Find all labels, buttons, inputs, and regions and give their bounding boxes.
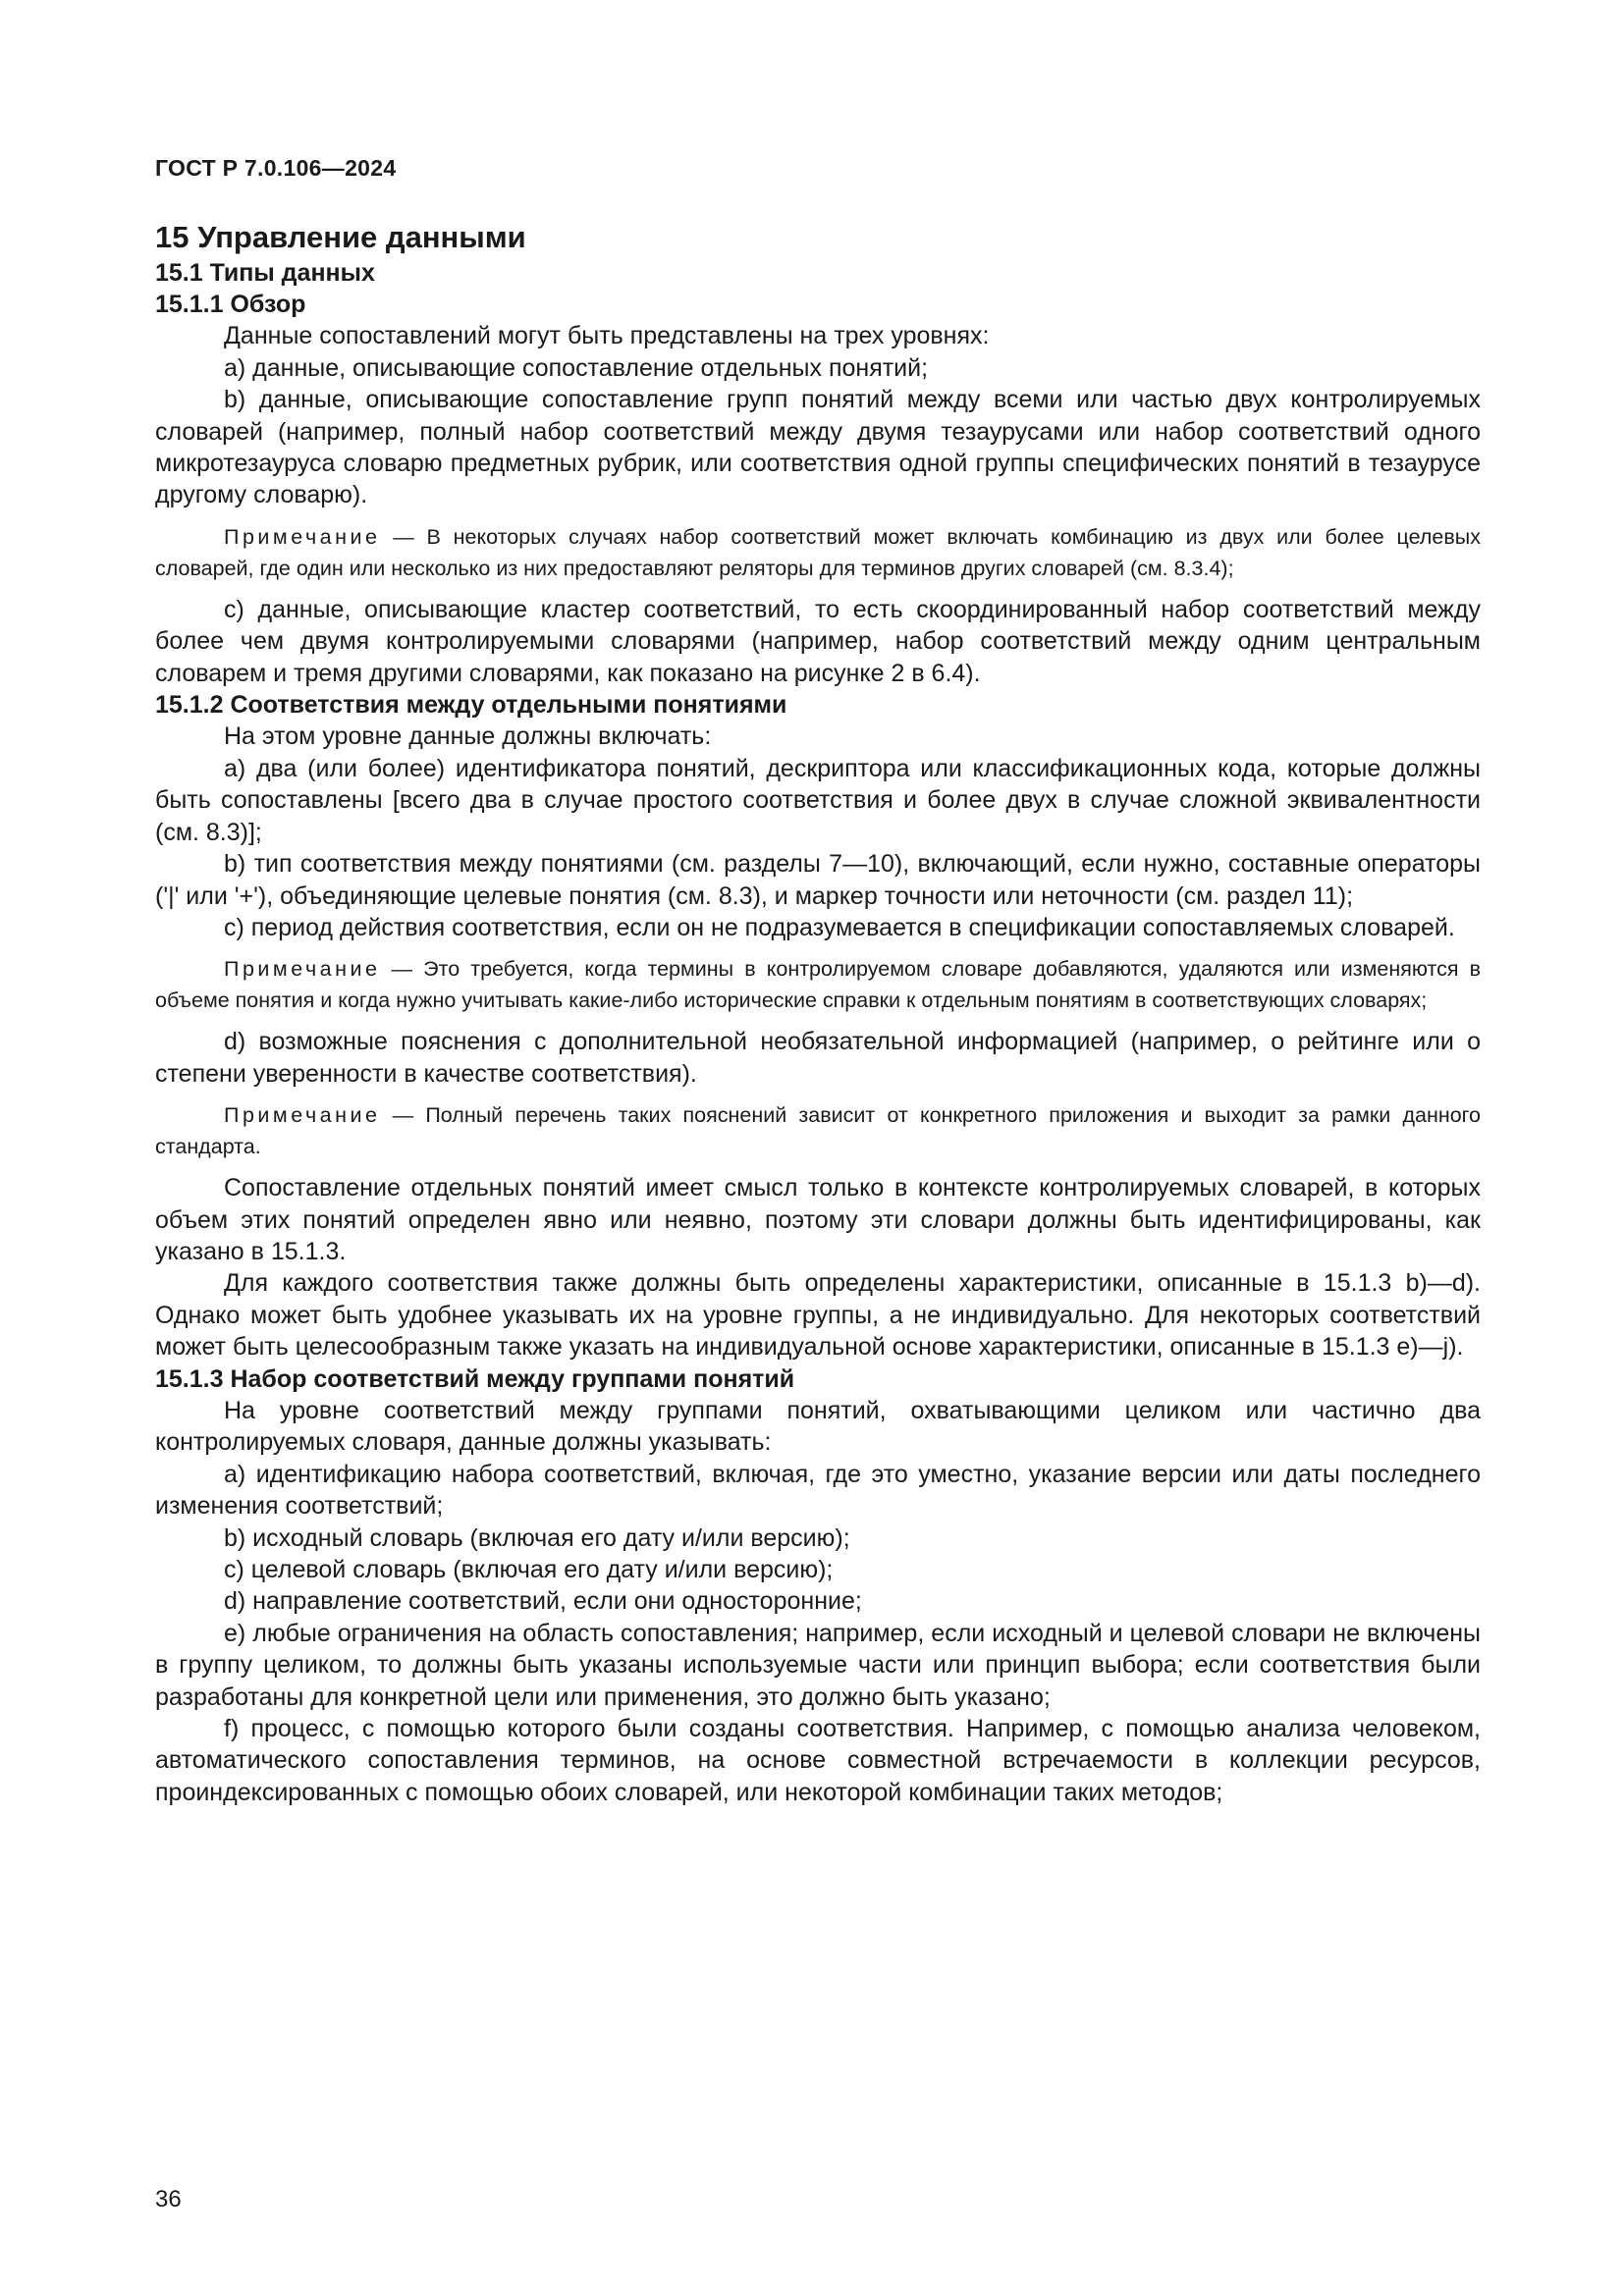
note-3 [155, 1099, 1481, 1162]
subsection-heading-15-1-2: 15.1.2 Соответствия между отдельными понятиями [155, 691, 787, 720]
page-content [155, 218, 1481, 1808]
list-item-2c: c) период действия соответствия, если он не подразумевается в спецификации сопоставляемых словарей. [224, 913, 1455, 941]
note-1 [155, 521, 1481, 584]
list-item-a: a) данные, описывающие сопоставление отдельных понятий; [224, 353, 929, 382]
document-identifier: ГОСТ Р 7.0.106—2024 [155, 155, 397, 181]
list-item-3d: d) направление соответствий, если они односторонние; [224, 1587, 862, 1616]
paragraph-intro: Данные сопоставлений могут быть представлены на трех уровнях: [224, 322, 990, 350]
page-number: 36 [155, 2186, 182, 2213]
note-text: — В некоторых случаях набор соответствий может включать комбинацию из двух или более целевых словарей, где один или несколько из них предоставляют реляторы для терминов других словарей (см. 8.3.4); [155, 524, 1481, 580]
note-2 [155, 953, 1481, 1016]
list-item-3c: c) целевой словарь (включая его дату и/или версию); [224, 1556, 834, 1583]
list-item-3a: a) идентификацию набора соответствий, включая, где это уместно, указание версии или даты последнего изменения соответствий; [155, 1460, 1481, 1521]
note-label: Примечание [224, 524, 381, 549]
note-label: Примечание [224, 1103, 381, 1128]
list-item-3b: b) исходный словарь (включая его дату и/или версию); [224, 1523, 850, 1552]
list-item-3e: e) любые ограничения на область сопоставления; например, если исходный и целевой словари не включены в группу целиком, то должны быть указаны используемые части или принцип выбора; если соответствия были разработаны для конкретной цели или применения, это должно быть указано; [155, 1619, 1481, 1711]
paragraph-level: На этом уровне данные должны включать: [224, 722, 712, 751]
paragraph-compare: Сопоставление отдельных понятий имеет смысл только в контексте контролируемых словарей, в которых объем этих понятий определен явно или неявно, поэтому эти словари должны быть идентифицированы, как указано в 15.1.3. [155, 1174, 1481, 1265]
note-label: Примечание [224, 957, 381, 982]
paragraph-each: Для каждого соответствия также должны быть определены характеристики, описанные в 15.1.3 b)—d). Однако может быть удобнее указывать их на уровне группы, а не индивидуально. Для некоторых соответствий может быть целесообразным также указать на индивидуальной основе характеристики, описанные в 15.1.3 e)—j). [155, 1269, 1481, 1362]
list-item-3f: f) процесс, с помощью которого были созданы соответствия. Например, с помощью анализа человеком, автоматического сопоставления терминов, на основе совместной встречаемости в коллекции ресурсов, проиндексированных с помощью обоих словарей, или некоторой комбинации таких методов; [155, 1715, 1481, 1806]
subsection-heading-15-1-1: 15.1.1 Обзор [155, 291, 306, 318]
list-item-2a: a) два (или более) идентификатора понятий, дескриптора или классификационных кода, которые должны быть сопоставлены [всего два в случае простого соответствия и более двух в случае сложной эквивалентности (см. 8.3)]; [155, 754, 1481, 846]
list-item-2b: b) тип соответствия между понятиями (см. разделы 7—10), включающий, если нужно, составные операторы ('|' или '+'), объединяющие целевые понятия (см. 8.3), и маркер точности или неточности (см. раздел 11); [155, 850, 1481, 910]
subsection-heading-15-1-3: 15.1.3 Набор соответствий между группами понятий [155, 1364, 795, 1393]
section-heading-15: 15 Управление данными [155, 220, 526, 254]
list-item-c: c) данные, описывающие кластер соответствий, то есть скоординированный набор соответствий между более чем двумя контролируемыми словарями (например, набор соответствий между одним центральным словарем и тремя другими словарями, как показано на рисунке 2 в 6.4). [155, 595, 1481, 687]
list-item-2d: d) возможные пояснения с дополнительной необязательной информацией (например, о рейтинге или о степени уверенности в качестве соответствия). [155, 1028, 1481, 1088]
note-text: — Это требуется, когда термины в контролируемом словаре добавляются, удаляются или изменяются в объеме понятия и когда нужно учитывать какие-либо исторические справки к отдельным понятиям в соответствующих словарях; [155, 957, 1481, 1013]
subsection-heading-15-1: 15.1 Типы данных [155, 259, 375, 287]
list-item-b: b) данные, описывающие сопоставление групп понятий между всеми или частью двух контролируемых словарей (например, полный набор соответствий между двумя тезаурусами или набор соответствий одного микротезауруса словарю предметных рубрик, или соответствия одной группы специфических понятий в тезаурусе другому словарю). [155, 386, 1481, 509]
note-text: — Полный перечень таких пояснений зависит от конкретного приложения и выходит за рамки данного стандарта. [155, 1103, 1481, 1159]
paragraph-group: На уровне соответствий между группами понятий, охватывающими целиком или частично два контролируемых словаря, данные должны указывать: [155, 1396, 1481, 1457]
